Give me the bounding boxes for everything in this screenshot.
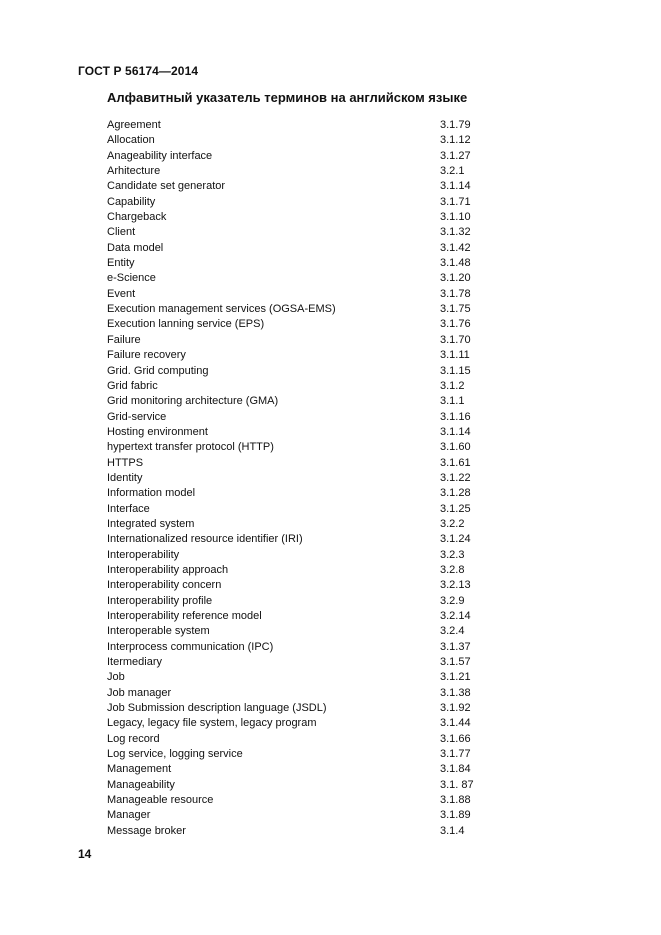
index-entry [107,486,507,501]
index-reference: 3.2.2 [440,517,465,530]
index-entry [107,701,507,716]
index-reference: 3.1.16 [440,410,471,423]
index-entry [107,778,507,793]
index-term: Identity [107,471,143,484]
index-term: Itermediary [107,656,163,669]
index-reference: 3.1.38 [440,686,471,699]
index-reference: 3.2.8 [440,563,465,576]
index-entry [107,808,507,823]
index-entry [107,348,507,363]
index-term: Legacy, legacy file system, legacy program [107,717,317,730]
index-reference: 3.1.24 [440,533,471,546]
index-reference: 3.1.22 [440,471,471,484]
index-term: Grid. Grid computing [107,364,209,377]
index-term: Internationalized resource identifier (IRI) [107,533,303,546]
index-entry [107,256,507,271]
index-term: Execution management services (OGSA-EMS) [107,303,336,316]
index-entry [107,317,507,332]
index-term: Grid fabric [107,379,158,392]
index-entry [107,456,507,471]
index-entry [107,364,507,379]
standard-header: ГОСТ Р 56174—2014 [78,64,199,78]
index-reference: 3.1. 87 [440,778,474,791]
index-term: Job Submission description language (JSDL) [107,702,327,715]
index-term: Management [107,763,172,776]
index-term: Job [107,671,125,684]
index-term: Agreement [107,119,161,131]
index-term: Client [107,226,136,239]
index-reference: 3.1.57 [440,656,471,669]
index-reference: 3.1.77 [440,748,471,761]
index-term: Data model [107,241,164,254]
index-reference: 3.2.13 [440,579,471,592]
index-entry [107,302,507,317]
index-term: Interoperability concern [107,579,222,592]
term-index-list [107,118,507,839]
index-reference: 3.1.92 [440,702,471,715]
index-reference: 3.1.79 [440,119,471,131]
index-term: Integrated system [107,517,195,530]
index-entry [107,471,507,486]
index-term: Entity [107,257,135,270]
index-reference: 3.1.76 [440,318,471,331]
index-reference: 3.1.60 [440,441,471,454]
index-reference: 3.1.25 [440,502,471,515]
index-reference: 3.1.32 [440,226,471,239]
index-term: Job manager [107,686,172,699]
index-entry [107,241,507,256]
index-term: Manageability [107,778,175,791]
index-entry [107,609,507,624]
index-reference: 3.1.42 [440,241,471,254]
index-term: Interoperable system [107,625,210,638]
index-entry [107,440,507,455]
index-term: Capability [107,195,156,208]
index-reference: 3.1.66 [440,732,471,745]
index-term: Log service, logging service [107,748,243,761]
index-reference: 3.1.1 [440,395,465,408]
index-entry [107,333,507,348]
index-reference: 3.2.14 [440,610,471,622]
index-term: Arhitecture [107,165,161,178]
index-entry [107,793,507,808]
index-entry [107,179,507,194]
index-reference: 3.1.88 [440,794,471,807]
index-entry [107,379,507,394]
index-reference: 3.1.4 [440,824,465,837]
index-reference: 3.1.14 [440,425,471,438]
index-entry [107,640,507,655]
index-title: Алфавитный указатель терминов на английском языке [107,90,468,105]
page-number: 14 [78,847,92,861]
index-reference: 3.1.71 [440,195,471,208]
index-reference: 3.1.70 [440,333,471,346]
index-reference: 3.2.9 [440,594,465,607]
index-reference: 3.2.4 [440,625,465,638]
index-term: Execution lanning service (EPS) [107,318,265,331]
index-entry [107,670,507,685]
index-reference: 3.1.14 [440,180,471,193]
index-entry [107,686,507,701]
index-reference: 3.1.11 [440,349,470,362]
index-term: Information model [107,487,196,500]
index-entry [107,118,507,133]
index-term: Grid-service [107,410,167,423]
index-term: Hosting environment [107,425,208,438]
index-entry [107,149,507,164]
index-entry [107,716,507,731]
index-term: hypertext transfer protocol (HTTP) [107,441,274,454]
index-entry [107,133,507,148]
index-entry [107,502,507,517]
index-term: Anageability interface [107,149,213,162]
index-reference: 3.1.27 [440,149,471,162]
index-entry [107,624,507,639]
index-term: Log record [107,732,160,745]
index-reference: 3.1.2 [440,379,465,392]
index-term: Grid monitoring architecture (GMA) [107,395,279,408]
index-term: Event [107,287,136,300]
index-term: e-Science [107,272,156,285]
index-entry [107,195,507,210]
index-term: Interoperability profile [107,594,213,607]
index-reference: 3.1.12 [440,134,471,147]
index-term: Failure [107,333,141,346]
index-reference: 3.1.10 [440,211,471,224]
index-entry [107,532,507,547]
index-entry [107,164,507,179]
index-entry [107,732,507,747]
index-reference: 3.1.75 [440,303,471,316]
index-entry [107,563,507,578]
index-term: Failure recovery [107,349,186,362]
index-entry [107,225,507,240]
index-reference: 3.1.20 [440,272,471,285]
index-term: Interoperability approach [107,563,229,576]
index-term: HTTPS [107,456,144,469]
index-entry [107,410,507,425]
index-entry [107,578,507,593]
index-entry [107,425,507,440]
index-reference: 3.1.28 [440,487,471,500]
index-entry [107,287,507,302]
index-term: Interoperability reference model [107,610,262,622]
index-term: Interoperability [107,548,180,561]
index-entry [107,594,507,609]
index-term: Manageable resource [107,794,214,807]
index-reference: 3.1.61 [440,456,471,469]
index-entry [107,747,507,762]
index-term: Interprocess communication (IPC) [107,640,274,653]
index-entry [107,824,507,839]
index-entry [107,210,507,225]
index-reference: 3.2.3 [440,548,465,561]
index-term: Chargeback [107,211,167,224]
index-reference: 3.1.48 [440,257,471,270]
index-term: Message broker [107,824,186,837]
index-reference: 3.2.1 [440,165,465,178]
index-term: Allocation [107,134,155,147]
index-entry [107,517,507,532]
index-entry [107,655,507,670]
index-reference: 3.1.37 [440,640,471,653]
index-term: Interface [107,502,150,515]
index-entry [107,548,507,563]
index-entry [107,271,507,286]
index-reference: 3.1.84 [440,763,471,776]
index-term: Manager [107,809,151,822]
index-reference: 3.1.44 [440,717,471,730]
index-entry [107,762,507,777]
index-reference: 3.1.78 [440,287,471,300]
index-reference: 3.1.15 [440,364,471,377]
index-term: Candidate set generator [107,180,226,193]
index-entry [107,394,507,409]
index-reference: 3.1.89 [440,809,471,822]
index-reference: 3.1.21 [440,671,471,684]
